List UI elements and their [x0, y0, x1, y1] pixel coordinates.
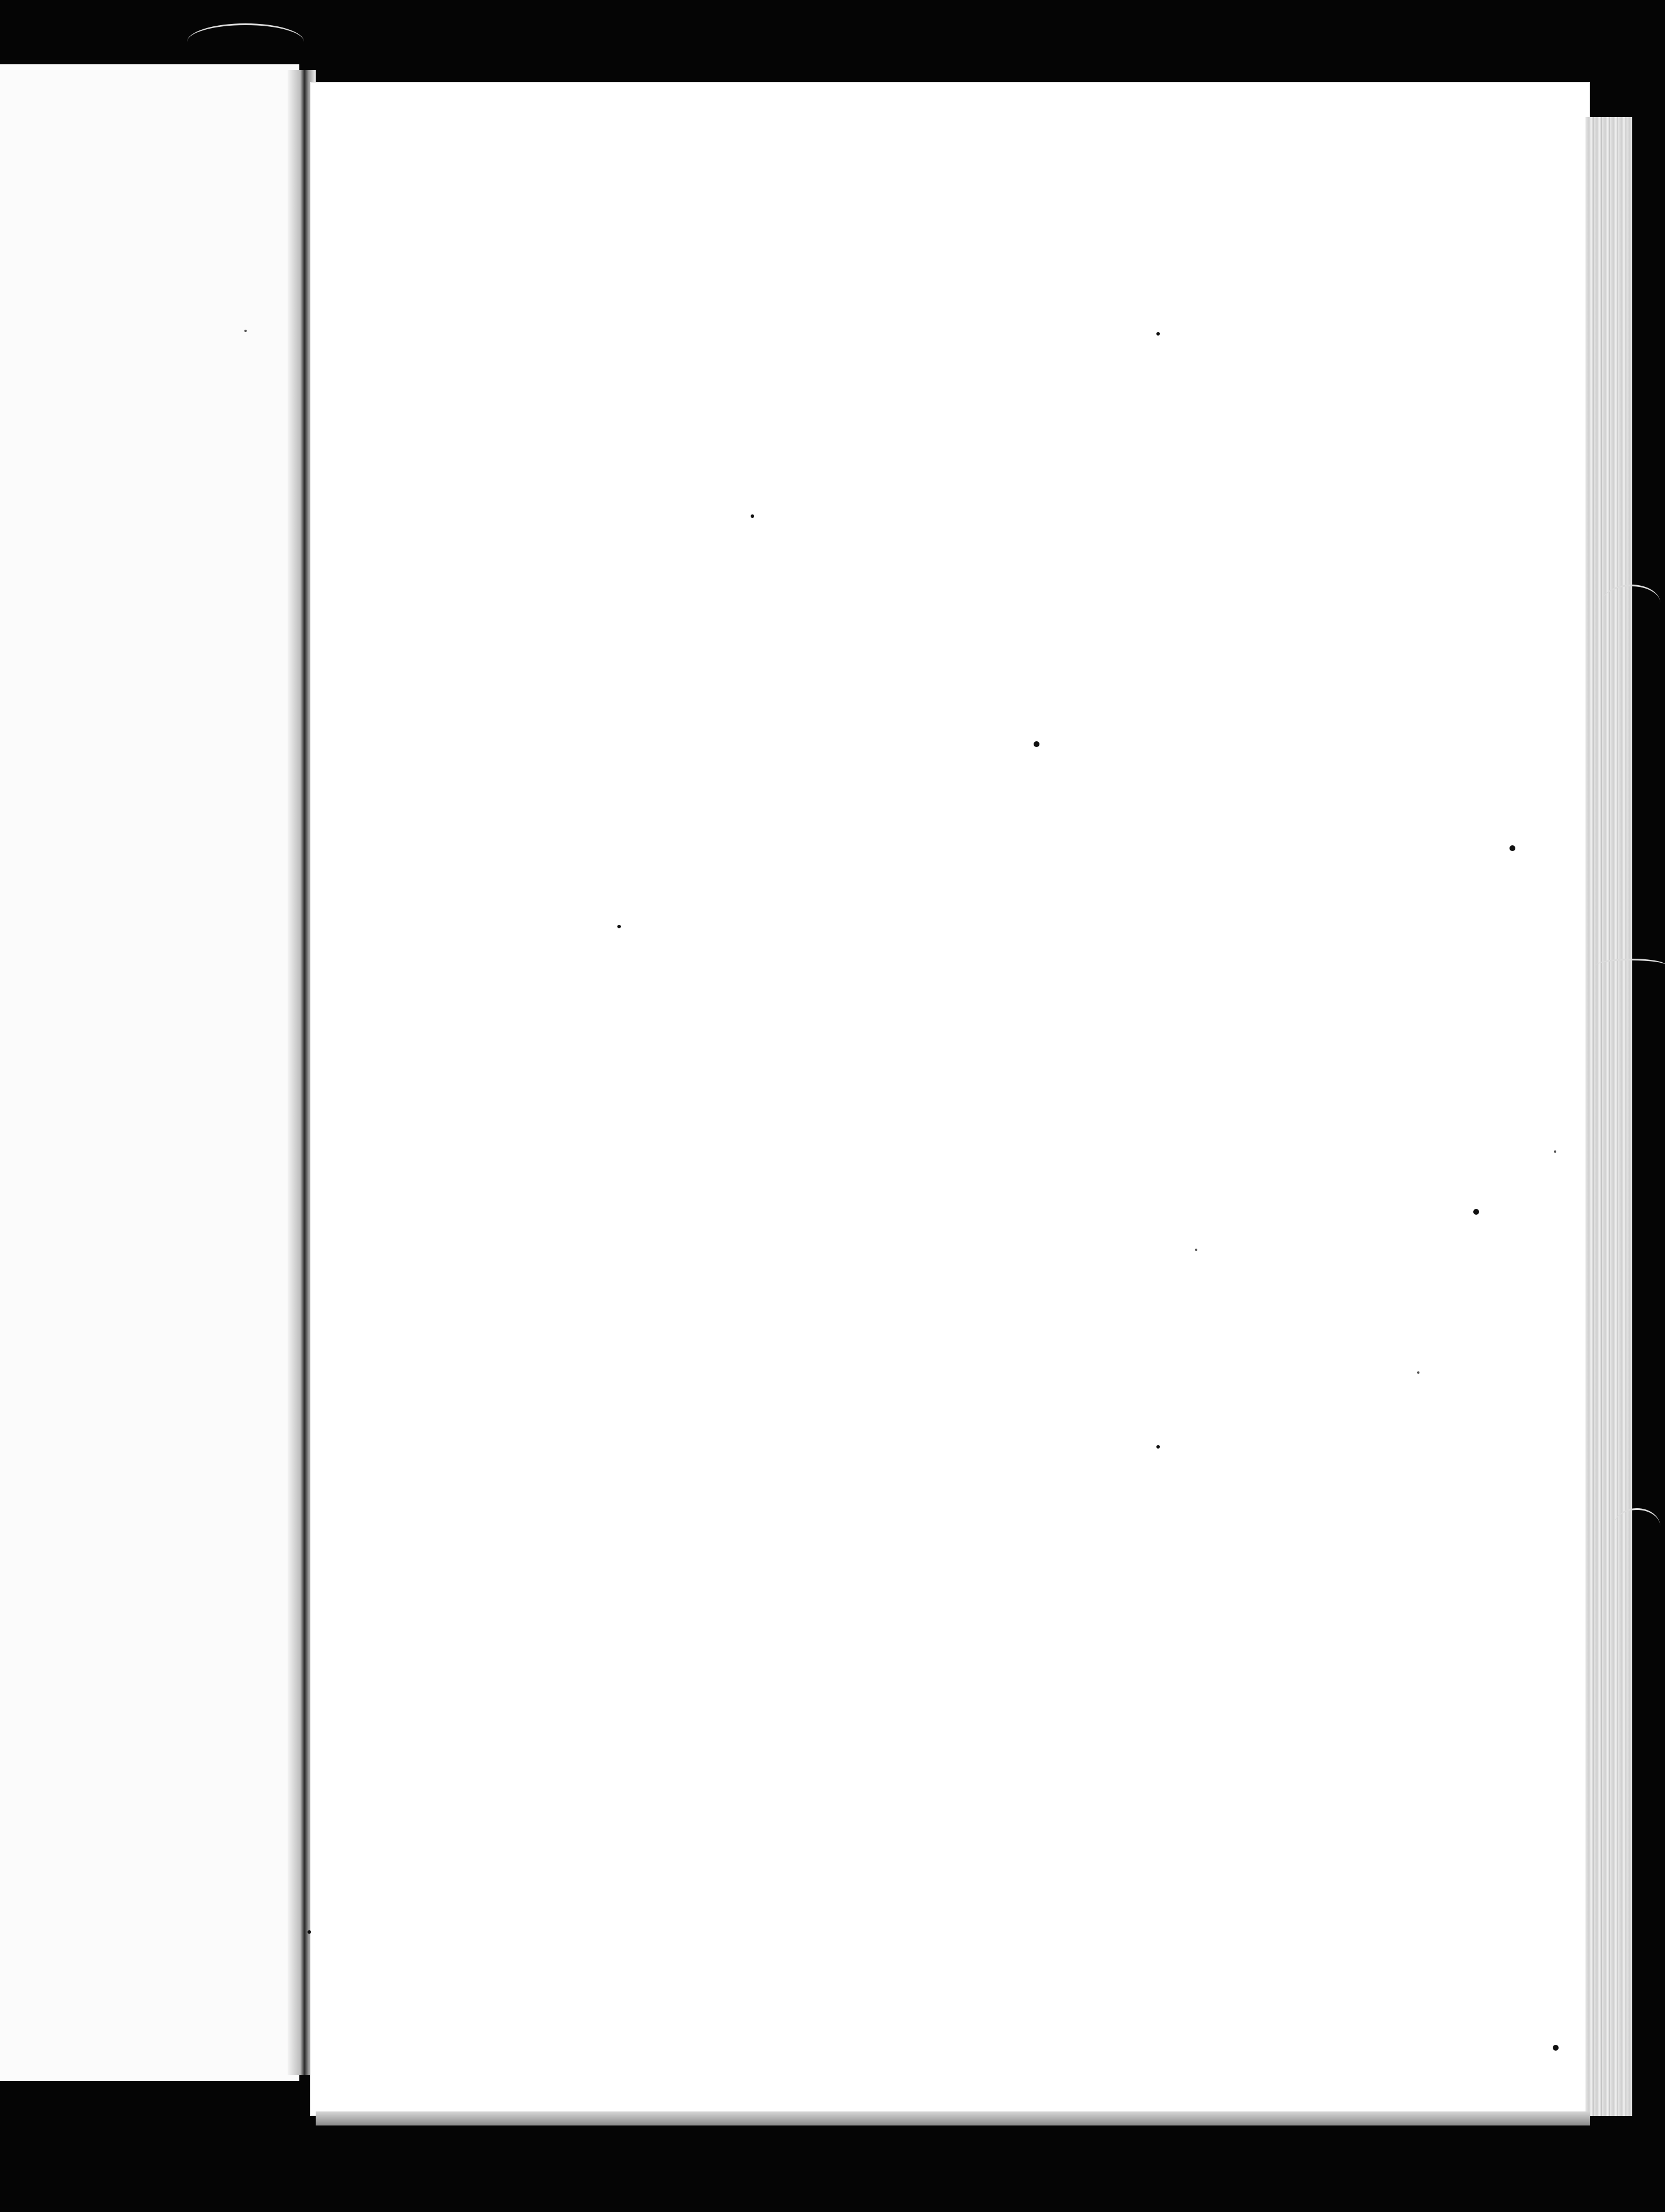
dust-speck [1034, 741, 1039, 747]
left-page [0, 64, 299, 2081]
dust-speck [1156, 332, 1160, 336]
dust-speck [1156, 1445, 1160, 1449]
dust-speck [1417, 1371, 1419, 1374]
dust-speck [1553, 2045, 1559, 2051]
fiber-mark [1614, 1508, 1660, 1545]
fiber-mark [187, 23, 304, 60]
dust-speck [617, 925, 621, 928]
dust-speck [1473, 1209, 1479, 1215]
dust-speck [1195, 1249, 1197, 1251]
right-page-blank [310, 82, 1590, 2116]
dust-speck [308, 1930, 311, 1934]
dust-speck [244, 330, 247, 332]
dust-speck [751, 514, 754, 518]
fiber-mark [1596, 959, 1665, 972]
fiber-mark [1602, 585, 1660, 621]
page-bottom-edge [316, 2111, 1590, 2125]
page-edges [1585, 117, 1632, 2116]
dust-speck [1509, 845, 1515, 851]
dust-speck [1554, 1150, 1556, 1153]
